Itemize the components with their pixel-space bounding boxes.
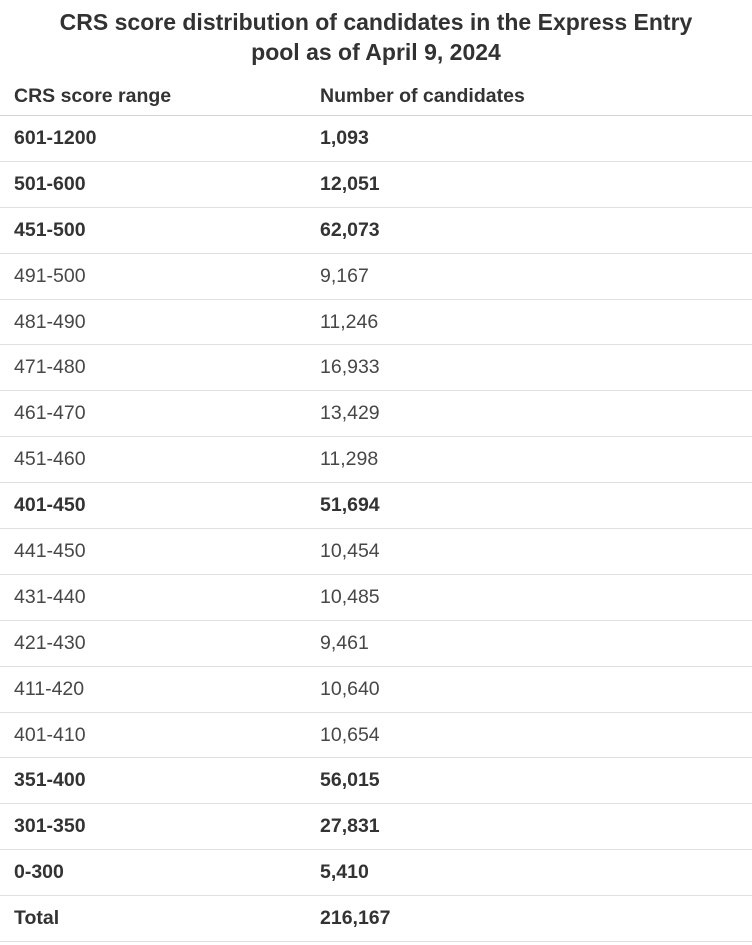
score-range-cell: 351-400: [14, 769, 86, 792]
candidate-count-cell: 11,298: [320, 448, 379, 471]
score-range-cell: 401-410: [14, 723, 86, 746]
table-row: [0, 896, 752, 942]
score-range-cell: 421-430: [14, 631, 86, 654]
table-row: [0, 621, 752, 667]
table-row: [0, 391, 752, 437]
candidate-count-cell: 27,831: [320, 815, 380, 838]
table-row: [0, 758, 752, 804]
score-range-cell: 451-500: [14, 218, 86, 241]
score-range-cell: 301-350: [14, 815, 86, 838]
table-row: [0, 254, 752, 300]
table-header-row: [0, 78, 752, 116]
column-header-score-range: CRS score range: [14, 85, 172, 107]
candidate-count-cell: 9,167: [320, 264, 369, 287]
candidate-count-cell: 216,167: [320, 907, 391, 930]
score-range-cell: 401-450: [14, 494, 86, 517]
score-range-cell: 451-460: [14, 448, 86, 471]
page-title-line-2: pool as of April 9, 2024: [251, 39, 501, 65]
table-row: [0, 208, 752, 254]
score-range-cell: Total: [14, 907, 60, 930]
page-title-line-1: CRS score distribution of candidates in the Express Entry: [59, 9, 693, 35]
candidate-count-cell: 13,429: [320, 402, 380, 425]
candidate-count-cell: 10,640: [320, 677, 380, 700]
table-row: [0, 713, 752, 759]
table-row: [0, 300, 752, 346]
score-range-cell: 461-470: [14, 402, 86, 425]
table-row: [0, 804, 752, 850]
score-range-cell: 0-300: [14, 861, 64, 884]
table-row: [0, 575, 752, 621]
candidate-count-cell: 16,933: [320, 356, 380, 379]
candidate-count-cell: 10,485: [320, 585, 380, 608]
score-range-cell: 601-1200: [14, 126, 97, 149]
candidate-count-cell: 51,694: [320, 494, 380, 517]
score-range-cell: 481-490: [14, 310, 86, 333]
candidate-count-cell: 12,051: [320, 172, 380, 195]
table-row: [0, 345, 752, 391]
table-row: [0, 483, 752, 529]
table-row: [0, 850, 752, 896]
table-body: [0, 116, 752, 942]
score-range-cell: 441-450: [14, 539, 86, 562]
candidate-count-cell: 56,015: [320, 769, 380, 792]
column-header-candidate-count: Number of candidates: [320, 85, 525, 107]
table-row: [0, 116, 752, 162]
table-row: [0, 162, 752, 208]
page-title: [0, 0, 752, 78]
crs-score-table: [0, 78, 752, 942]
candidate-count-cell: 1,093: [320, 126, 369, 149]
table-row: [0, 667, 752, 713]
candidate-count-cell: 10,454: [320, 539, 380, 562]
score-range-cell: 501-600: [14, 172, 86, 195]
table-row: [0, 529, 752, 575]
score-range-cell: 491-500: [14, 264, 86, 287]
table-row: [0, 437, 752, 483]
score-range-cell: 411-420: [14, 677, 85, 700]
candidate-count-cell: 9,461: [320, 631, 369, 654]
candidate-count-cell: 62,073: [320, 218, 380, 241]
candidate-count-cell: 10,654: [320, 723, 380, 746]
score-range-cell: 471-480: [14, 356, 86, 379]
score-range-cell: 431-440: [14, 585, 86, 608]
candidate-count-cell: 11,246: [320, 310, 379, 333]
candidate-count-cell: 5,410: [320, 861, 369, 884]
